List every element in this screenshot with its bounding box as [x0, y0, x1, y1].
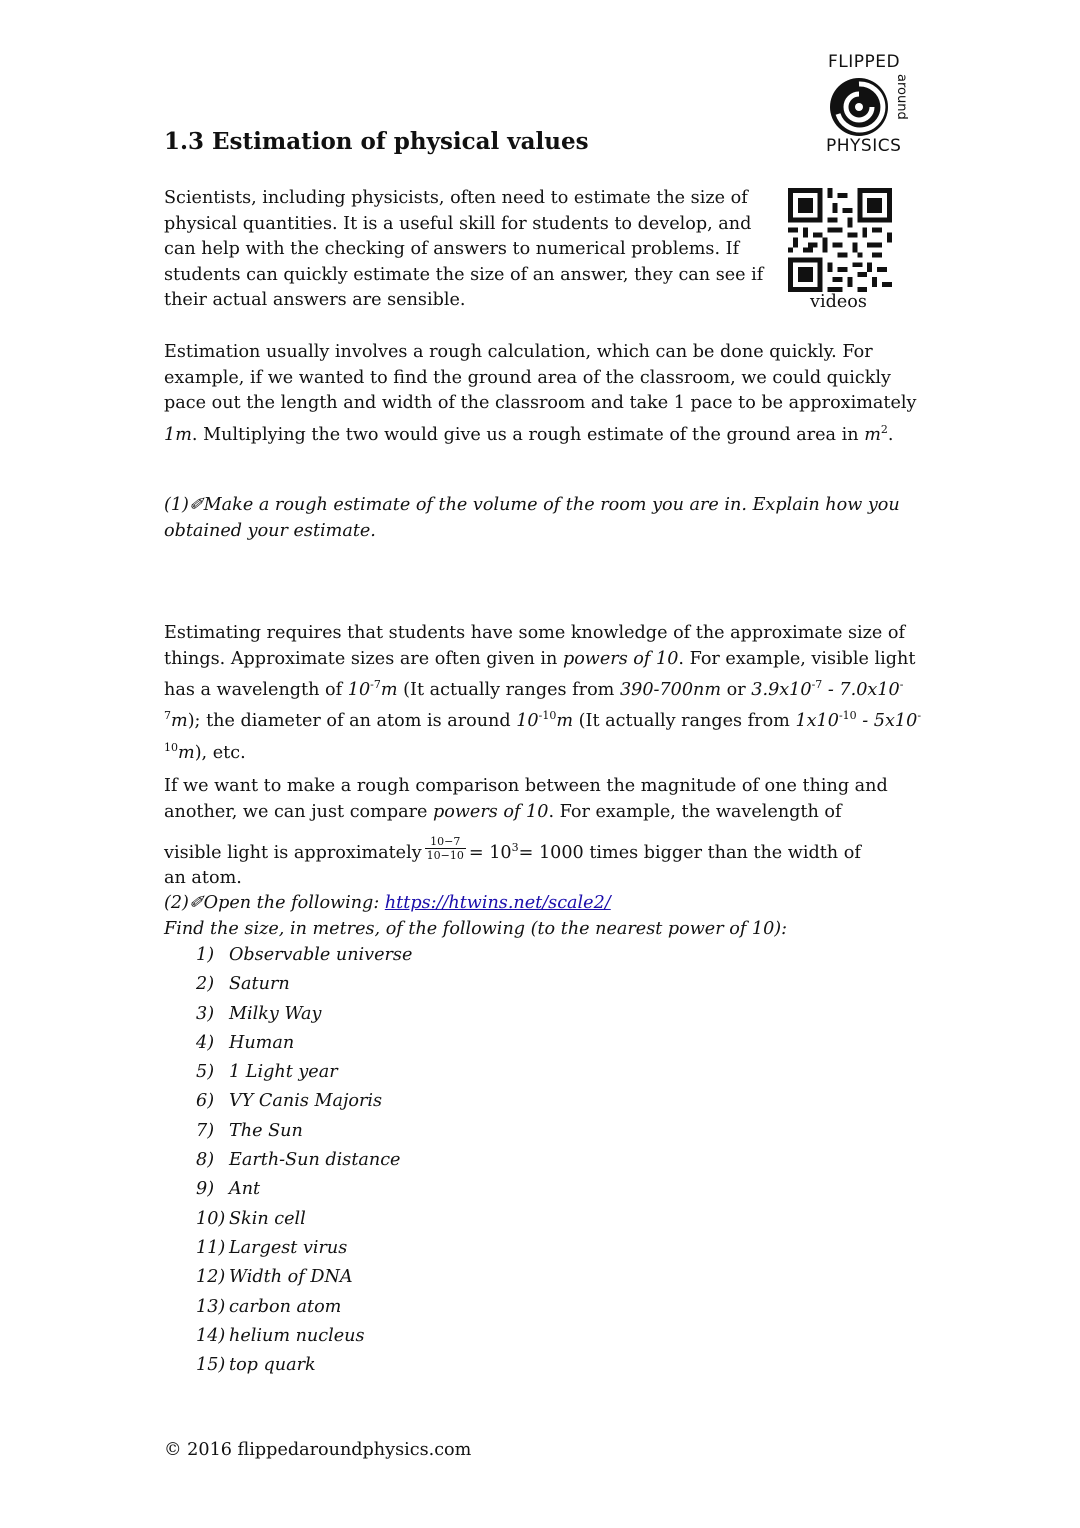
para3-k: m: [171, 711, 188, 732]
list-item-text: Milky Way: [229, 1003, 322, 1024]
list-item-number: 8): [196, 1150, 215, 1171]
para3-d: 10: [347, 679, 371, 700]
para3-j-sup: -7: [164, 678, 904, 723]
para3-m: 10: [516, 711, 539, 732]
list-item-text: Earth-Sun distance: [229, 1150, 401, 1171]
list-item-number: 12): [196, 1267, 226, 1288]
para4-e-sup: 3: [511, 841, 519, 854]
list-item-text: carbon atom: [229, 1296, 342, 1317]
list-item: [196, 1000, 412, 1029]
para3-o: (It actually ranges from: [573, 711, 796, 732]
list-item: [196, 1263, 412, 1292]
para3-m-sup: -10: [538, 709, 557, 723]
para3-r: m: [178, 742, 195, 763]
list-item-number: 1): [196, 945, 215, 965]
list-item-number: 4): [196, 1032, 215, 1053]
list-item-text: Saturn: [229, 974, 290, 995]
list-item: [196, 1234, 412, 1263]
list-item-number: 11): [196, 1237, 226, 1258]
list-item-number: 15): [196, 1355, 226, 1376]
list-item: [196, 1205, 412, 1234]
para3-j: - 7.0x10: [822, 679, 900, 700]
para3-s: ), etc.: [194, 742, 246, 763]
para3-q: - 5x10: [856, 711, 918, 732]
list-item: [196, 970, 412, 999]
list-item-number: 6): [196, 1091, 215, 1112]
para2-end: .: [887, 424, 894, 445]
question-2-instruction: Find the size, in metres, of the following (to the nearest power of 10):: [164, 919, 788, 939]
list-item-number: 3): [196, 1003, 215, 1024]
list-item-text: VY Canis Majoris: [229, 1091, 383, 1112]
para4-d: visible light is approximately: [164, 842, 422, 863]
para3-d-sup: -7: [370, 678, 381, 691]
para3-h: or: [721, 679, 752, 700]
comparison-paragraph: [164, 774, 934, 825]
list-item-text: The Sun: [229, 1120, 303, 1141]
list-item: [196, 1058, 412, 1087]
fraction-denominator: 10−10: [426, 849, 464, 863]
list-item: [196, 1087, 412, 1116]
comparison-line-end: an atom.: [164, 868, 242, 888]
list-item: [196, 1351, 412, 1380]
para3-g: 390-700nm: [619, 679, 722, 700]
question-2: [164, 891, 934, 917]
para4-c: . For example, the wavelength of: [548, 801, 842, 822]
para2-unit2-sup: 2: [880, 422, 888, 436]
list-item: [196, 941, 412, 970]
logo-text-top: FLIPPED: [828, 52, 901, 72]
para3-b: powers of 10: [562, 648, 679, 669]
list-item-text: 1 Light year: [229, 1062, 338, 1083]
para3-q-sup: -10: [164, 709, 922, 754]
list-item: [196, 1322, 412, 1351]
list-item-number: 9): [196, 1179, 215, 1200]
list-item-text: Width of DNA: [229, 1267, 353, 1288]
list-item-text: Human: [229, 1032, 295, 1053]
powers-of-ten-paragraph: [164, 621, 934, 766]
para3-n: m: [556, 711, 574, 732]
list-item-number: 10): [196, 1208, 226, 1229]
intro-paragraph: Scientists, including physicists, often need to estimate the size of physical quantities. It is a useful skill for students to develop, and can help with the checking of answers to numerical problems. If students can quickly estimate the size of an answer, they can see if their actual answers are sensible.: [164, 188, 764, 310]
para4-b: powers of 10: [433, 801, 549, 822]
comparison-line-fraction: [164, 835, 934, 866]
para3-l: ); the diameter of an atom is around: [187, 711, 517, 732]
list-item-text: Ant: [229, 1179, 261, 1200]
para3-e: m: [380, 679, 398, 700]
logo-text-bottom: PHYSICS: [826, 136, 902, 156]
list-item-text: helium nucleus: [229, 1325, 365, 1346]
para4-e: = 10: [468, 842, 512, 863]
para2-unit2: m: [864, 424, 881, 445]
para2-mid: . Multiplying the two would give us a rough estimate of the ground area in: [191, 424, 865, 445]
list-item: [196, 1293, 412, 1322]
list-item-number: 14): [196, 1325, 226, 1346]
list-item: [196, 1029, 412, 1058]
list-item: [196, 1175, 412, 1204]
list-item-text: Observable universe: [229, 945, 413, 965]
list-item-number: 7): [196, 1120, 215, 1141]
para4-a: If we want to make a rough comparison between the magnitude of one thing and another, we can just compare: [164, 776, 888, 822]
para3-c: . For example, visible light has a wavelength of: [164, 648, 916, 700]
list-item-number: 13): [196, 1296, 226, 1317]
list-item-number: 2): [196, 974, 215, 995]
list-item-number: 5): [196, 1062, 215, 1083]
para3-f: (It actually ranges from: [397, 679, 620, 700]
list-item: [196, 1117, 412, 1146]
para3-p-sup: -10: [838, 709, 857, 723]
para2-unit1: 1m: [164, 424, 192, 445]
flipped-around-physics-logo: [818, 52, 918, 162]
spiral-logo-icon: [828, 76, 890, 138]
para3-i: 3.9x10: [751, 679, 812, 700]
qr-code-icon[interactable]: [788, 188, 892, 292]
section-title: 1.3 Estimation of physical values: [164, 128, 589, 155]
para2-text: Estimation usually involves a rough calculation, which can be done quickly. For example, if we wanted to find the ground area of the classroom, we could quickly pace out the length and width of the classroom and take 1 pace to be approximately: [164, 342, 917, 413]
list-item-text: Skin cell: [229, 1208, 306, 1229]
fraction-numerator: 10−7: [425, 835, 466, 849]
scale-link[interactable]: https://htwins.net/scale2/: [384, 893, 611, 913]
para3-a: Estimating requires that students have some knowledge of the approximate size of things. Approximate sizes are often given in: [164, 623, 906, 669]
question-2-prefix: (2)✐Open the following:: [164, 893, 385, 913]
estimation-paragraph: [164, 340, 934, 448]
question-1: (1)✐Make a rough estimate of the volume of the room you are in. Explain how you obtained your estimate.: [164, 495, 900, 541]
list-item-text: top quark: [229, 1355, 316, 1376]
qr-label: videos: [810, 292, 867, 312]
copyright-footer: © 2016 flippedaroundphysics.com: [164, 1440, 472, 1460]
para4-f: = 1000 times bigger than the width of: [518, 842, 861, 863]
size-list: [196, 941, 412, 1380]
list-item-text: Largest virus: [229, 1237, 348, 1258]
logo-text-side: around: [894, 74, 909, 120]
fraction: [425, 835, 466, 862]
para3-i-sup: -7: [811, 678, 823, 691]
list-item: [196, 1146, 412, 1175]
para3-p: 1x10: [795, 711, 839, 732]
